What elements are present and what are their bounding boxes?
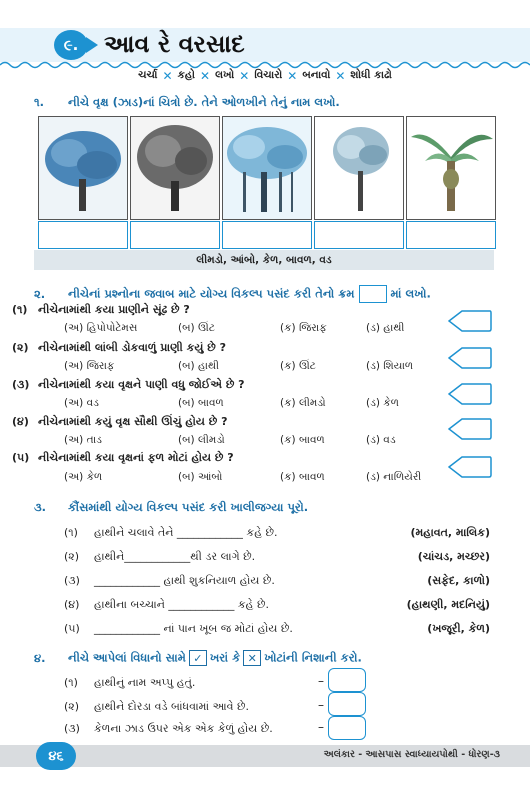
option-d[interactable]: (ડ) નાળિયેરી <box>366 471 422 483</box>
answer-arrow-box-2[interactable] <box>448 347 492 369</box>
cross-mark-icon: ✕ <box>243 650 261 666</box>
q3-sentence-4: (૪) હાથીના બચ્ચાને ____________ કહે છે. <box>64 598 269 611</box>
q4-statement-3: (૩) કેળના ઝાડ ઉપર એક એક કેળું હોય છે. <box>64 722 273 735</box>
skill-find: શોધી કાઢો <box>350 69 392 81</box>
dash: – <box>318 720 324 734</box>
cross-icon: ✕ <box>335 68 346 83</box>
q3-sentence-2: (૨) હાથીને____________થી ડર લાગે છે. <box>64 550 256 563</box>
q3-sentence-3: (૩) ____________ હાથી શુકનિયાળ હોય છે. <box>64 574 275 587</box>
answer-arrow-box-4[interactable] <box>448 418 492 440</box>
page-number: ૪૬ <box>36 742 76 770</box>
answer-arrow-box-1[interactable] <box>448 310 492 332</box>
skill-write: લખો <box>215 69 235 81</box>
q3-options-2: (ચાંચડ, મચ્છર) <box>417 550 490 563</box>
answer-arrow-box-5[interactable] <box>448 456 492 478</box>
dash: – <box>318 674 324 688</box>
option-c[interactable]: (ક) બાવળ <box>280 434 325 446</box>
option-c[interactable]: (ક) લીમડો <box>280 397 326 409</box>
q4-title: ૪. નીચે આપેલાં વિધાનો સામે ✓ ખરાં કે ✕ ખોટાંની નિશાની કરો. <box>34 650 362 665</box>
q2-question-3: (૩) નીચેનામાંથી કયા વૃક્ષને પાણી વધુ જોઈએ છે ? <box>12 378 245 391</box>
q3-options-1: (મહાવત, માલિક) <box>410 526 490 539</box>
check-mark-icon: ✓ <box>189 650 207 666</box>
chapter-number-badge: ૯. <box>54 30 88 60</box>
true-false-box-3[interactable] <box>328 716 366 740</box>
q3-options-4: (હાથણી, મદનિયું) <box>406 598 490 611</box>
q3-sentence-5: (૫) ____________ નાં પાન ખૂબ જ મોટાં હોય છે. <box>64 622 293 635</box>
option-c[interactable]: (ક) ઊંટ <box>280 360 316 372</box>
skill-say: કહો <box>177 69 196 81</box>
chapter-title: આવ રે વરસાદ <box>104 30 245 58</box>
cross-icon: ✕ <box>200 68 211 83</box>
skills-bar <box>0 66 530 85</box>
q4-statement-1: (૧) હાથીનું નામ અપ્પુ હતું. <box>64 676 196 689</box>
tree-answer-box-2[interactable] <box>130 221 220 249</box>
option-c[interactable]: (ક) જિરાફ <box>280 322 327 334</box>
option-d[interactable]: (ડ) વડ <box>366 434 396 446</box>
tree-answer-box-3[interactable] <box>222 221 312 249</box>
cross-icon: ✕ <box>287 68 298 83</box>
skill-discuss: ચર્ચા <box>138 69 158 81</box>
option-d[interactable]: (ડ) હાથી <box>366 322 405 334</box>
option-a[interactable]: (અ) જિરાફ <box>64 360 115 372</box>
tree-answer-box-1[interactable] <box>38 221 128 249</box>
option-b[interactable]: (બ) ઊંટ <box>178 322 215 334</box>
option-b[interactable]: (બ) લીમડો <box>178 434 225 446</box>
q1-title: ૧. નીચે વૃક્ષ (ઝાડ)નાં ચિત્રો છે. તેને ઓળખીને તેનું નામ લખો. <box>34 95 340 109</box>
tree-image-1 <box>38 116 128 220</box>
option-b[interactable]: (બ) બાવળ <box>178 397 224 409</box>
tree-answer-box-5[interactable] <box>406 221 496 249</box>
option-d[interactable]: (ડ) શિયાળ <box>366 360 414 372</box>
q2-question-5: (૫) નીચેનામાંથી કયા વૃક્ષનાં ફળ મોટાં હોય છે ? <box>12 451 234 464</box>
answer-arrow-box-3[interactable] <box>448 383 492 405</box>
q3-options-3: (સફેદ, કાળો) <box>427 574 490 587</box>
option-a[interactable]: (અ) કેળ <box>64 471 103 483</box>
skill-make: બનાવો <box>302 69 331 81</box>
cross-icon: ✕ <box>162 68 173 83</box>
tree-answer-box-4[interactable] <box>314 221 404 249</box>
footer-book-title: અલંકાર - આસપાસ સ્વાધ્યાયપોથી - ધોરણ-૩ <box>323 749 500 760</box>
q2-question-1: (૧) નીચેનામાંથી કયા પ્રાણીને સૂંઢ છે ? <box>12 303 190 316</box>
answer-box-sample <box>359 285 387 303</box>
true-false-box-1[interactable] <box>328 668 366 692</box>
q2-question-4: (૪) નીચેનામાંથી કયું વૃક્ષ સૌથી ઊંચું હોય છે ? <box>12 415 228 428</box>
tree-image-4 <box>314 116 404 220</box>
tree-image-2 <box>130 116 220 220</box>
word-bank: લીમડો, આંબો, કેળ, બાવળ, વડ <box>34 250 494 270</box>
tree-image-3 <box>222 116 312 220</box>
q4-statement-2: (૨) હાથીને દોરડા વડે બાંધવામાં આવે છે. <box>64 700 249 713</box>
option-d[interactable]: (ડ) કેળ <box>366 397 399 409</box>
option-b[interactable]: (બ) આંબો <box>178 471 223 483</box>
option-c[interactable]: (ક) બાવળ <box>280 471 325 483</box>
q2-question-2: (૨) નીચેનામાંથી લાંબી ડોકવાળું પ્રાણી કયું છે ? <box>12 341 226 354</box>
q2-title: ૨. નીચેનાં પ્રશ્નોના જવાબ માટે યોગ્ય વિકલ્પ પસંદ કરી તેનો ક્રમ માં લખો. <box>34 285 431 303</box>
dash: – <box>318 698 324 712</box>
q3-options-5: (ખજૂરી, કેળ) <box>427 622 490 635</box>
q3-sentence-1: (૧) હાથીને ચલાવે તેને ____________ કહે છે. <box>64 526 278 539</box>
q3-title: ૩. કૌંસમાંથી યોગ્ય વિકલ્પ પસંદ કરી ખાલીજગ્યા પૂરો. <box>34 500 309 514</box>
skill-think: વિચારો <box>254 69 283 81</box>
chapter-arrow-icon <box>86 37 98 53</box>
option-a[interactable]: (અ) વડ <box>64 397 99 409</box>
option-a[interactable]: (અ) હિપોપોટેમસ <box>64 322 138 334</box>
true-false-box-2[interactable] <box>328 692 366 716</box>
option-a[interactable]: (અ) તાડ <box>64 434 102 446</box>
cross-icon: ✕ <box>239 68 250 83</box>
option-b[interactable]: (બ) હાથી <box>178 360 220 372</box>
tree-image-5 <box>406 116 496 220</box>
